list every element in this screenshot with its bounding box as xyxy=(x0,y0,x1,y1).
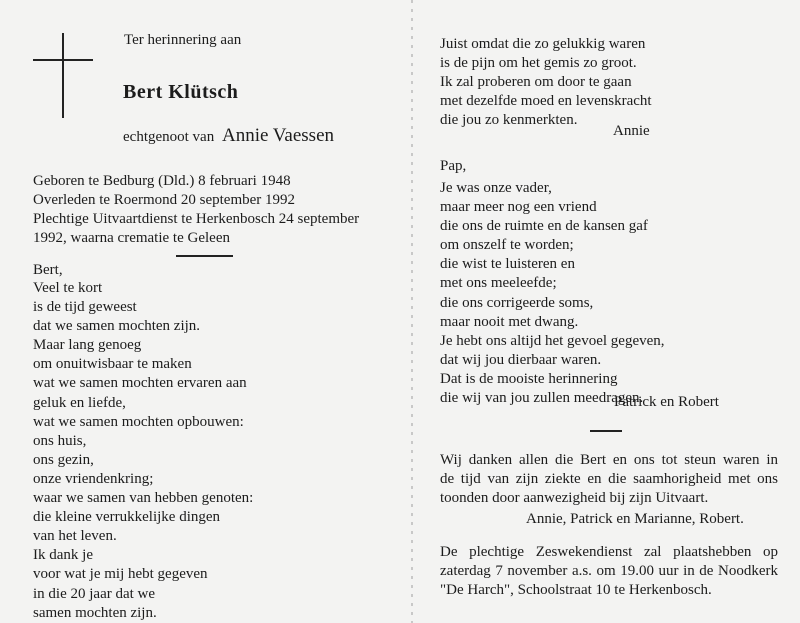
thanks-paragraph xyxy=(440,451,778,508)
divider xyxy=(590,430,622,432)
poem-left xyxy=(33,279,253,623)
signature-family: Annie, Patrick en Marianne, Robert. xyxy=(526,511,744,527)
poem-line: Ik dank je xyxy=(33,547,93,564)
divider xyxy=(176,255,233,257)
poem-line: om onuitwisbaar te maken xyxy=(33,356,192,373)
poem-line: die ons de ruimte en de kansen gaf xyxy=(440,218,648,235)
detail-line: Overleden te Roermond 20 september 1992 xyxy=(33,192,296,209)
service-line: De plechtige Zeswekendienst zal plaatshebben op xyxy=(440,544,778,560)
poem-line: wat we samen mochten ervaren aan xyxy=(33,375,247,392)
poem-children xyxy=(440,179,665,408)
cross-icon xyxy=(62,33,64,118)
poem-line: die wist te luisteren en xyxy=(440,256,575,273)
detail-line: 1992, waarna crematie te Geleen xyxy=(33,230,230,247)
poem-line: dat wij jou dierbaar waren. xyxy=(440,351,602,368)
signature-annie: Annie xyxy=(613,123,650,139)
poem-line: die jou zo kenmerkten. xyxy=(440,112,578,129)
spouse-prefix: echtgenoot van xyxy=(123,129,215,145)
service-line: zaterdag 7 november a.s. om 19.00 uur in de Noodkerk xyxy=(440,563,778,579)
poem-line: samen mochten zijn. xyxy=(33,604,157,621)
signature-patrick-robert: Patrick en Robert xyxy=(614,394,719,410)
poem-line: Dat is de mooiste herinnering xyxy=(440,370,618,387)
poem-line: om onszelf te worden; xyxy=(440,237,574,254)
poem-line: van het leven. xyxy=(33,528,117,545)
heading: Ter herinnering aan xyxy=(124,32,242,48)
poem-line: is de tijd geweest xyxy=(33,299,137,316)
poem-line: ons huis, xyxy=(33,432,87,449)
poem-line: wat we samen mochten opbouwen: xyxy=(33,413,244,430)
spouse-line xyxy=(123,126,334,147)
cross-icon-bar xyxy=(33,59,93,61)
poem-line: is de pijn om het gemis zo groot. xyxy=(440,55,637,72)
detail-line: Plechtige Uitvaartdienst te Herkenbosch 24 september xyxy=(33,211,360,228)
deceased-name: Bert Klütsch xyxy=(123,81,239,103)
spouse-name: Annie Vaessen xyxy=(221,125,335,146)
salutation-bert: Bert, xyxy=(33,262,63,278)
poem-line: die wij van jou zullen meedragen. xyxy=(440,390,644,407)
poem-line: Veel te kort xyxy=(33,280,103,296)
poem-line: die ons corrigeerde soms, xyxy=(440,294,594,311)
poem-line: maar nooit met dwang. xyxy=(440,313,579,330)
salutation-pap: Pap, xyxy=(440,158,467,174)
poem-line: waar we samen van hebben genoten: xyxy=(33,490,254,507)
poem-line: Ik zal proberen om door te gaan xyxy=(440,74,632,91)
poem-line: Je hebt ons altijd het gevoel gegeven, xyxy=(440,332,665,349)
life-details xyxy=(33,172,359,248)
detail-line: Geboren te Bedburg (Dld.) 8 februari 1948 xyxy=(33,173,291,189)
poem-line: met dezelfde moed en levenskracht xyxy=(440,93,652,110)
thanks-line: toonden door aanwezigheid bij zijn Uitvaart. xyxy=(440,490,709,506)
card-fold-line xyxy=(411,0,413,623)
service-paragraph xyxy=(440,543,778,600)
poem-line: Maar lang genoeg xyxy=(33,337,142,354)
poem-line: met ons meeleefde; xyxy=(440,275,557,292)
poem-line: geluk en liefde, xyxy=(33,394,126,411)
poem-line: in die 20 jaar dat we xyxy=(33,585,156,602)
poem-line: onze vriendenkring; xyxy=(33,470,154,487)
poem-line: voor wat je mij hebt gegeven xyxy=(33,566,208,583)
poem-line: ons gezin, xyxy=(33,451,94,468)
poem-line: Juist omdat die zo gelukkig waren xyxy=(440,36,646,52)
service-line: "De Harch", Schoolstraat 10 te Herkenbosch. xyxy=(440,582,712,598)
poem-line: die kleine verrukkelijke dingen xyxy=(33,509,221,526)
poem-annie xyxy=(440,35,652,130)
thanks-line: Wij danken allen die Bert en ons tot steun waren in xyxy=(440,452,778,468)
poem-line: maar meer nog een vriend xyxy=(440,199,597,216)
poem-line: Je was onze vader, xyxy=(440,180,552,196)
thanks-line: de tijd van zijn ziekte en die saamhorigheid met ons xyxy=(440,471,778,487)
poem-line: dat we samen mochten zijn. xyxy=(33,318,201,335)
